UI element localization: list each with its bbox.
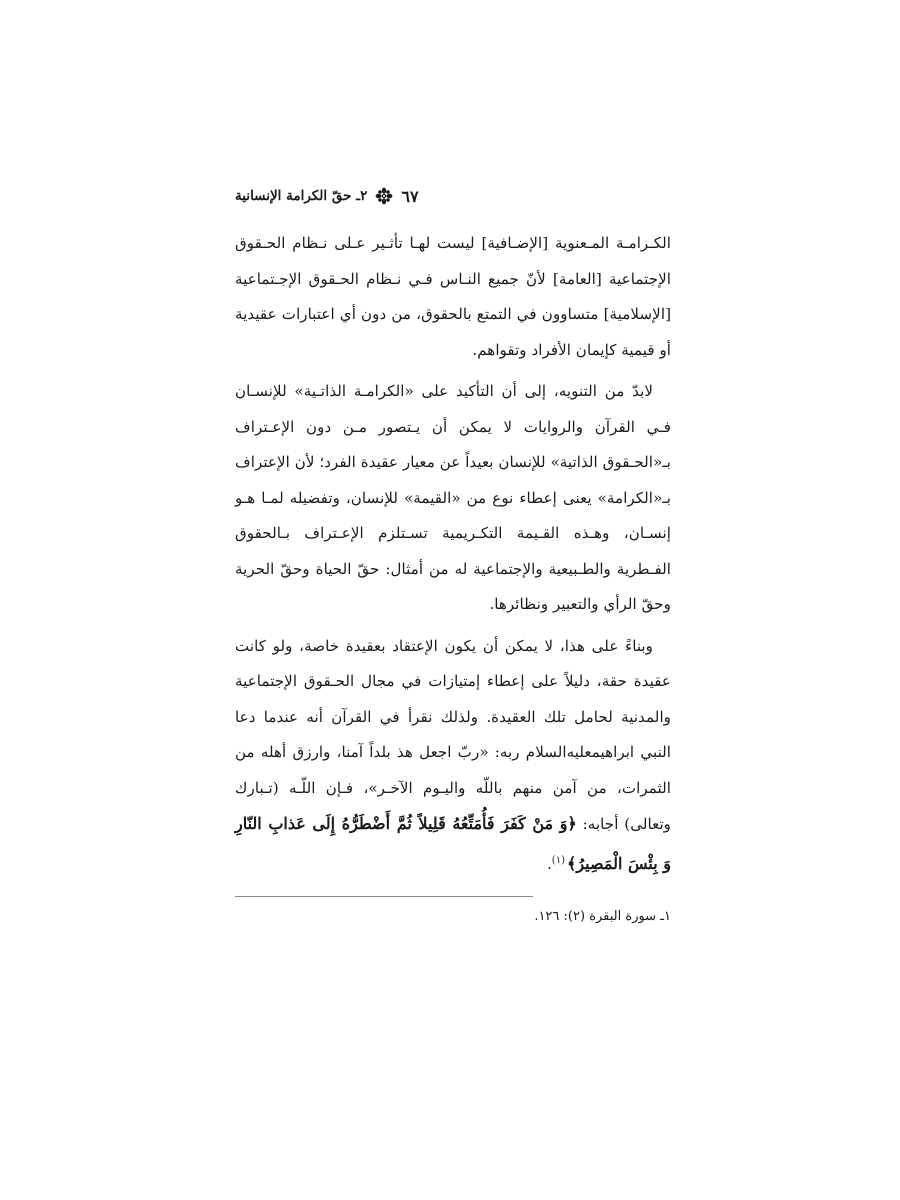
footnote-text: ١ـ سورة البقرة (٢): ١٢٦. [534, 909, 671, 925]
flower-ornament-icon [375, 187, 393, 205]
paragraph-1 [235, 226, 671, 368]
footnote [235, 907, 671, 927]
footnote-divider [235, 896, 533, 897]
paragraph-2 [235, 374, 671, 623]
paragraph-3-end: . [546, 854, 552, 873]
book-page [235, 180, 671, 927]
paragraph-1-text: الكـرامـة المـعنوية [الإضـافية] ليست لهـا تأثـير عـلى نـظام الحـقوق الإجتماعية [العامة] لأنّ جميع النـاس فـي نـظام الحـقوق الإجـتماعية [الإسلامية] متساوون في التمتع بالحقوق، من دون أي اعتبارات عقيدية أو قيمية كإيمان الأفراد وتقواهم. [235, 234, 671, 359]
section-title: ٢ـ حقّ الكرامة الإنسانية [235, 188, 368, 204]
quran-verse: ﴿وَ مَنْ كَفَرَ فَأُمَتِّعُهُ قَلِيلاً ثُمَّ أَضْطَرُّهُ إِلَى عَذابِ النّارِ وَ بِئْسَ الْمَصِيرُ﴾ [235, 814, 671, 873]
paragraph-3 [235, 629, 671, 883]
running-header [235, 180, 671, 212]
paragraph-3-text: وبناءً على هذا، لا يمكن أن يكون الإعتقاد بعقيدة خاصة، ولو كانت عقيدة حقة، دليلاً على إعطاء إمتيازات في مجال الحـقوق الإجتماعية والمدنية لحامل تلك العقيدة. ولذلك نقرأ في القرآن أنه عندما دعا النبي ابراهيمعليه‌السلام ربه: «ربّ اجعل هذ بلداً آمنا، وارزق أهله من الثمرات، من آمن منهم باللّه واليـوم الآخـر»، فـإن اللّـه (تـبارك وتعالى) أجابه: [235, 636, 672, 833]
footnote-marker: (١) [551, 854, 565, 866]
page-number: ٦٧ [401, 186, 419, 206]
body-text [235, 226, 671, 882]
paragraph-2-text: لابدّ من التنويه، إلى أن التأكيد على «الكرامـة الذاتـية» للإنسـان فـي القرآن والروايات لا يمكن أن يـتصور مـن دون الإعـتراف بـ«الحـقوق الذاتية» للإنسان بعيداً عن معيار عقيدة الفرد؛ لأن الإعتراف بـ«الكرامة» يعنى إعطاء نوع من «القيمة» للإنسان، وتفضيله لمـا هـو إنسـان، وهـذه القـيمة التكـريمية تسـتلزم الإعـتراف بـالحقوق الفـطرية والطـبيعية والإجتماعية له من أمثال: حقّ الحياة وحقّ الحرية وحقّ الرأي والتعبير ونظائرها. [235, 382, 671, 613]
